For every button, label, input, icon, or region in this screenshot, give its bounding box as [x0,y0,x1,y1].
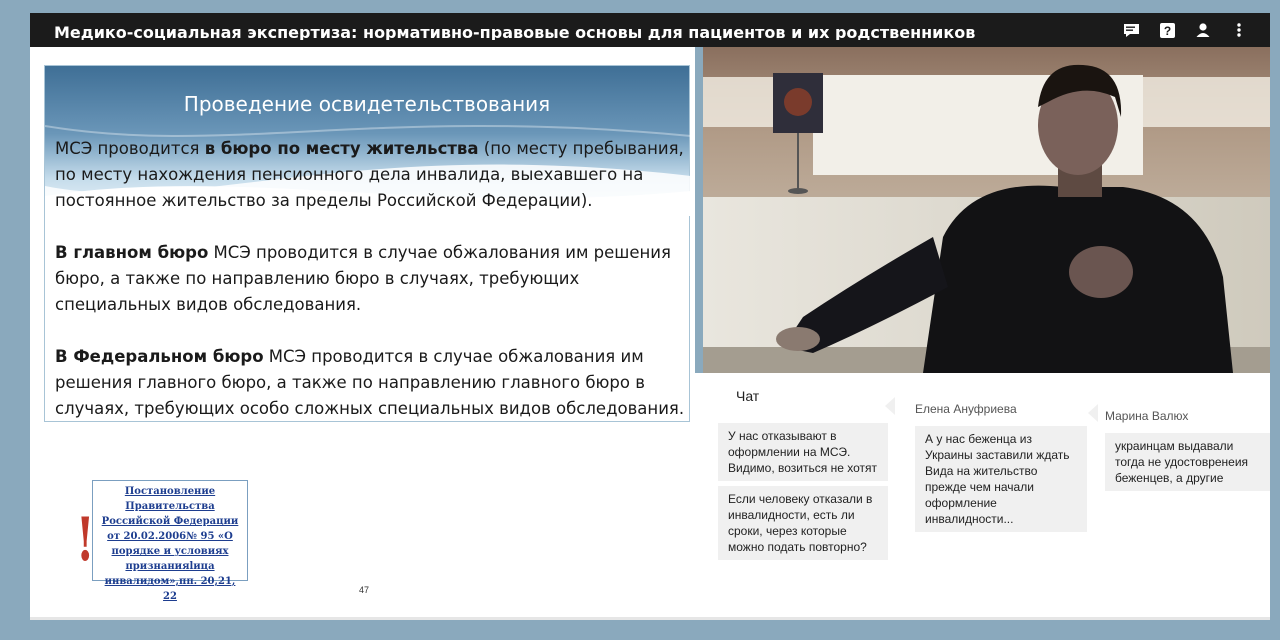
slide-paragraph-1 [55,136,685,214]
p1-text-end: (по месту пребывания, по месту нахождения пенсионного дела инвалида, выехавшего на постоянное жительство за пределы Российской Федерации). [55,139,684,210]
chat-author-name: Елена Ануфриева [915,402,1017,416]
speaker-video-frame [703,47,1270,373]
p3-text: МСЭ проводится в случае обжалования им решения главного бюро, а также по направлению главного бюро в случаях, требующих особо сложных специальных видов обследования. [55,347,685,418]
presentation-slide [30,47,695,619]
slide-paragraph-2 [55,240,685,318]
more-vert-icon[interactable] [1230,21,1248,39]
bottom-band [30,617,1270,620]
slide-page-number: 47 [359,585,370,595]
chat-author-name: Марина Валюх [1105,409,1189,423]
slide-title: Проведение освидетельствования [183,92,551,116]
chat-message: А у нас беженца из Украины заставили ждать Вида на жительство прежде чем начали оформление инвалидности... [915,426,1087,532]
slide-body [55,136,685,448]
exclamation-mark: ! [75,505,95,575]
person-icon[interactable] [1194,21,1212,39]
window-title: Медико-социальная экспертиза: нормативно-правовые основы для пациентов и их родственников [54,23,976,40]
top-icons [1122,21,1248,39]
chat-title: Чат [736,388,760,404]
p2-bold: В главном бюро [55,243,209,262]
speaker-video[interactable] [703,47,1270,373]
help-icon[interactable] [1158,21,1176,39]
p1-bold: в бюро по месту жительства [204,139,479,158]
chat-column-author [915,400,1017,418]
p2-text: МСЭ проводится в случае обжалования им решения бюро, а также по направлению бюро в случаях, требующих специальных видов обследования. [55,243,671,314]
chat-message: У нас отказывают в оформлении на МСЭ. Видимо, возиться не хотят [718,423,888,481]
chat-icon[interactable] [1122,21,1140,39]
slide-paragraph-3 [55,344,685,422]
slide-content-box [44,65,690,422]
svg-text:?: ? [1163,23,1171,38]
p1-text-start: МСЭ проводится [55,139,205,158]
chat-message: украинцам выдавали тогда не удостовренеия беженцев, а другие [1105,433,1270,491]
chat-panel [695,373,1270,617]
top-bar [30,13,1270,47]
chat-message: Если человеку отказали в инвалидности, есть ли сроки, через которые можно подать повторно? [718,486,888,560]
p3-bold: В Федеральном бюро [55,347,264,366]
chat-column-author [1105,407,1188,425]
decree-reference-link[interactable]: Постановление Правительства Российской Федерации от 20.02.2006№ 95 «О порядке и условиях признанияlица инвалидом»,пп. 20,21, 22 [92,480,248,581]
